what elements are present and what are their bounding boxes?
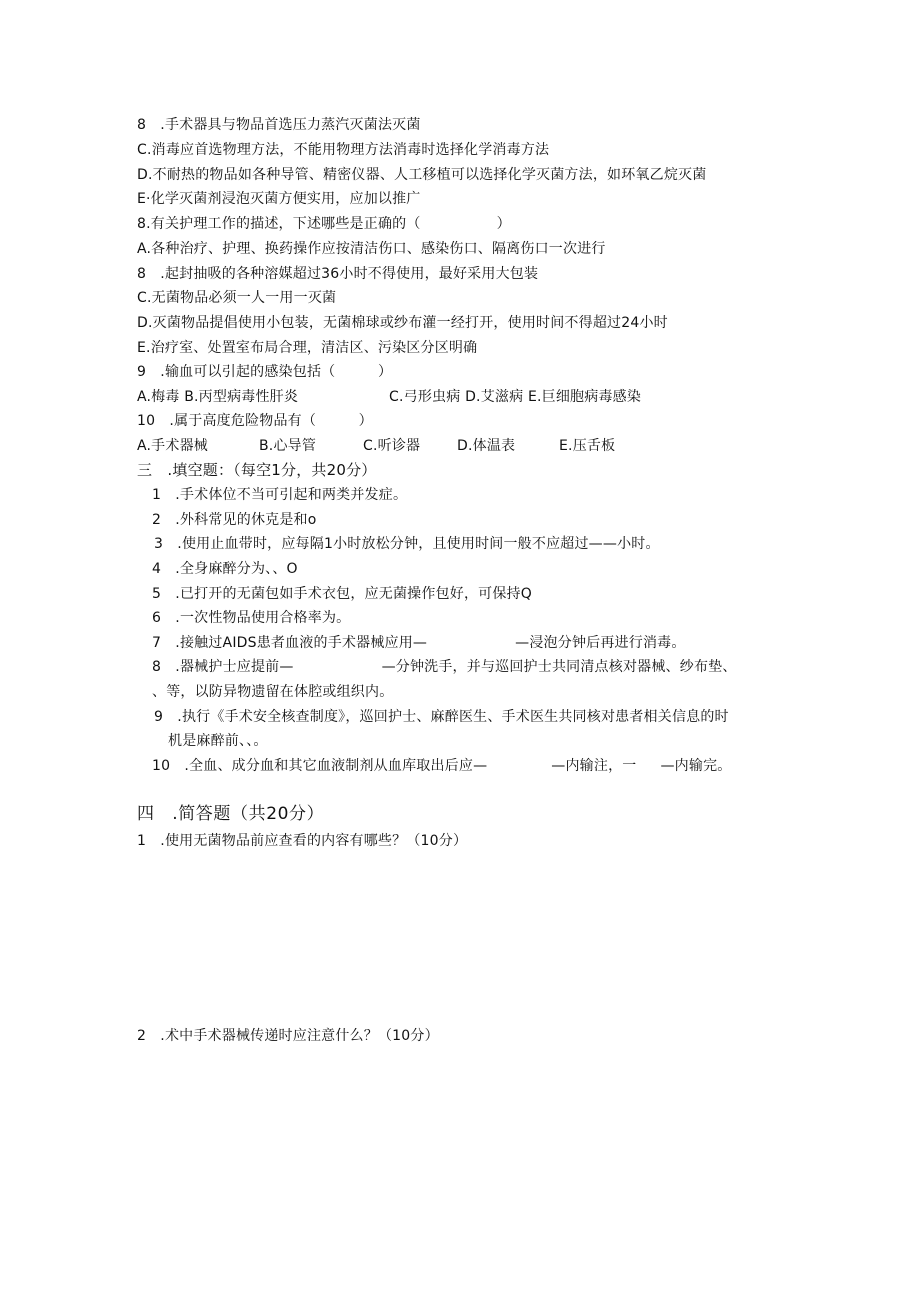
q8-option-e: E.治疗室、处置室布局合理，清洁区、污染区分区明确: [137, 340, 478, 356]
q10-option-a: A.手术器械: [137, 438, 208, 454]
fill-item-2: 2 .外科常见的休克是和o: [152, 512, 317, 528]
fill-item-6: 6 .一次性物品使用合格率为。: [152, 610, 351, 626]
fill-item-9: 9 .执行《手术安全核查制度》，巡回护士、麻醉医生、手术医生共同核对患者相关信息的时: [154, 709, 729, 725]
q8-option-a: A.各种治疗、护理、换药操作应按清洁伤口、感染伤口、隔离伤口一次进行: [137, 241, 606, 257]
fill-item-4: 4 .全身麻醉分为、、O: [152, 561, 298, 577]
q10-option-d: D.体温表: [457, 438, 516, 454]
q10-option-c: C.听诊器: [363, 438, 421, 454]
q9-stem: 9 .输血可以引起的感染包括（ ）: [137, 364, 393, 380]
q9-options-a: A.梅毒 B.丙型病毒性肝炎: [137, 389, 299, 405]
fill-item-5: 5 .已打开的无菌包如手术衣包，应无菌操作包好，可保持Q: [152, 586, 532, 602]
q8-option-c: C.无菌物品必须一人一用一灭菌: [137, 290, 337, 306]
fill-item-8: 8 .器械护士应提前— —分钟洗手，并与巡回护士共同清点核对器械、纱布垫、: [152, 659, 737, 675]
short-answer-1: 1 .使用无菌物品前应查看的内容有哪些？（10分）: [137, 833, 468, 849]
short-answer-2: 2 .术中手术器械传递时应注意什么？（10分）: [137, 1028, 439, 1044]
q7-option-e: E·化学灭菌剂浸泡灭菌方便实用，应加以推广: [137, 191, 421, 207]
fill-item-7: 7 .接触过AIDS患者血液的手术器械应用— —浸泡分钟后再进行消毒。: [152, 635, 686, 651]
q8-option-d: D.灭菌物品提倡使用小包装，无菌棉球或纱布灌一经打开，使用时间不得超过24小时: [137, 315, 668, 331]
section-4-title: 四 .简答题（共20分）: [137, 804, 325, 824]
q9-options-b: C.弓形虫病 D.艾滋病 E.巨细胞病毒感染: [389, 389, 642, 405]
fill-item-10: 10 .全血、成分血和其它血液制剂从血库取出后应— —内输注，一 —内输完。: [152, 758, 732, 774]
q7-option-c: C.消毒应首选物理方法，不能用物理方法消毒时选择化学消毒方法: [137, 142, 550, 158]
q8-stem: 8.有关护理工作的描述，下述哪些是正确的（ ）: [137, 216, 511, 232]
fill-item-3: 3 .使用止血带时，应每隔1小时放松分钟，且使用时间一般不应超过——小时。: [154, 536, 660, 552]
q10-option-e: E.压舌板: [559, 438, 616, 454]
fill-item-8-cont: 、等，以防异物遗留在体腔或组织内。: [152, 684, 394, 700]
q7-option-b: 8 .手术器具与物品首选压力蒸汽灭菌法灭菌: [137, 117, 421, 133]
q10-option-b: B.心导管: [259, 438, 317, 454]
section-3-title: 三 .填空题：（每空1分，共20分）: [137, 461, 377, 479]
fill-item-9-cont: 机是麻醉前、、。: [168, 733, 268, 749]
q10-stem: 10 .属于高度危险物品有（ ）: [137, 413, 373, 429]
fill-item-1: 1 .手术体位不当可引起和两类并发症。: [152, 487, 408, 503]
q8-option-b: 8 .起封抽吸的各种溶媒超过36小时不得使用，最好采用大包装: [137, 266, 539, 282]
q7-option-d: D.不耐热的物品如各种导管、精密仪器、人工移植可以选择化学灭菌方法，如环氧乙烷灭菌: [137, 167, 707, 183]
